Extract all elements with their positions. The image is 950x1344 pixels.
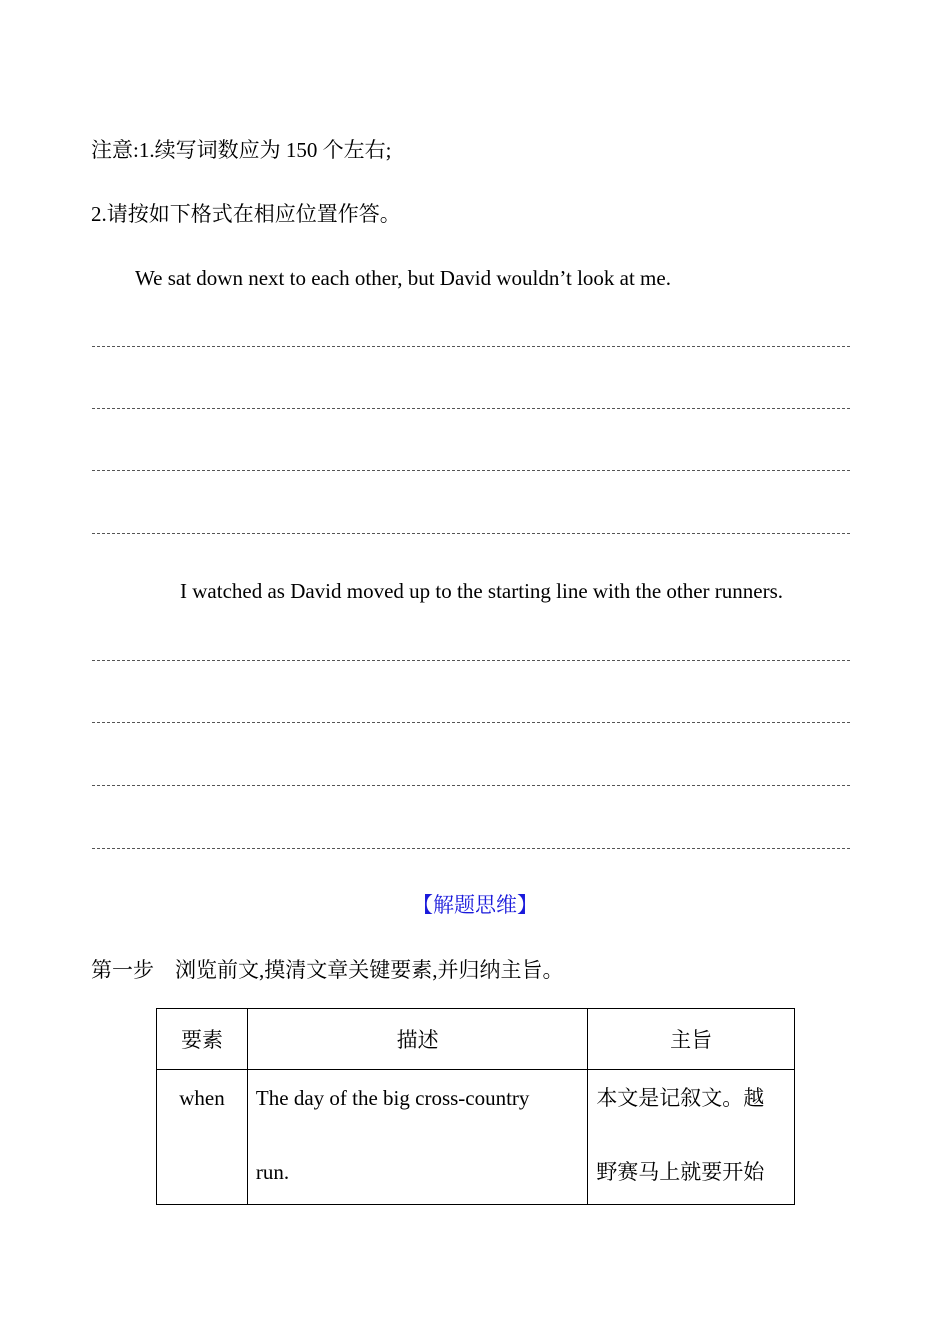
- cell-description: [247, 1070, 587, 1205]
- theme-line-2: 野赛马上就要开始: [596, 1160, 765, 1184]
- instruction-word-count: 注意:1.续写词数应为 150 个左右;: [91, 138, 392, 162]
- step1-text: 第一步 浏览前文,摸清文章关键要素,并归纳主旨。: [91, 958, 564, 982]
- answer-line-p1-3[interactable]: [92, 470, 850, 471]
- header-element: 要素: [157, 1009, 248, 1070]
- elements-table: [156, 1008, 795, 1205]
- answer-line-p1-2[interactable]: [92, 408, 850, 409]
- theme-line-1: 本文是记叙文。越: [596, 1086, 765, 1110]
- answer-line-p1-1[interactable]: [92, 346, 850, 347]
- cell-theme: [588, 1070, 795, 1205]
- analysis-heading: 【解题思维】: [412, 893, 538, 917]
- table-row: [157, 1070, 795, 1205]
- description-line-1: The day of the big cross-country: [255, 1086, 530, 1110]
- paragraph2-opening: I watched as David moved up to the starting line with the other runners.: [180, 579, 784, 603]
- answer-line-p2-3[interactable]: [92, 785, 850, 786]
- answer-line-p2-4[interactable]: [92, 848, 850, 849]
- paragraph1-opening: We sat down next to each other, but David wouldn’t look at me.: [135, 266, 671, 290]
- table-header-row: [157, 1009, 795, 1070]
- description-line-2: run.: [255, 1160, 290, 1184]
- answer-line-p2-1[interactable]: [92, 660, 850, 661]
- header-theme: 主旨: [588, 1009, 795, 1070]
- header-description: 描述: [247, 1009, 587, 1070]
- instruction-format: 2.请按如下格式在相应位置作答。: [91, 202, 401, 226]
- answer-line-p1-4[interactable]: [92, 533, 850, 534]
- cell-element: when: [157, 1070, 248, 1205]
- answer-line-p2-2[interactable]: [92, 722, 850, 723]
